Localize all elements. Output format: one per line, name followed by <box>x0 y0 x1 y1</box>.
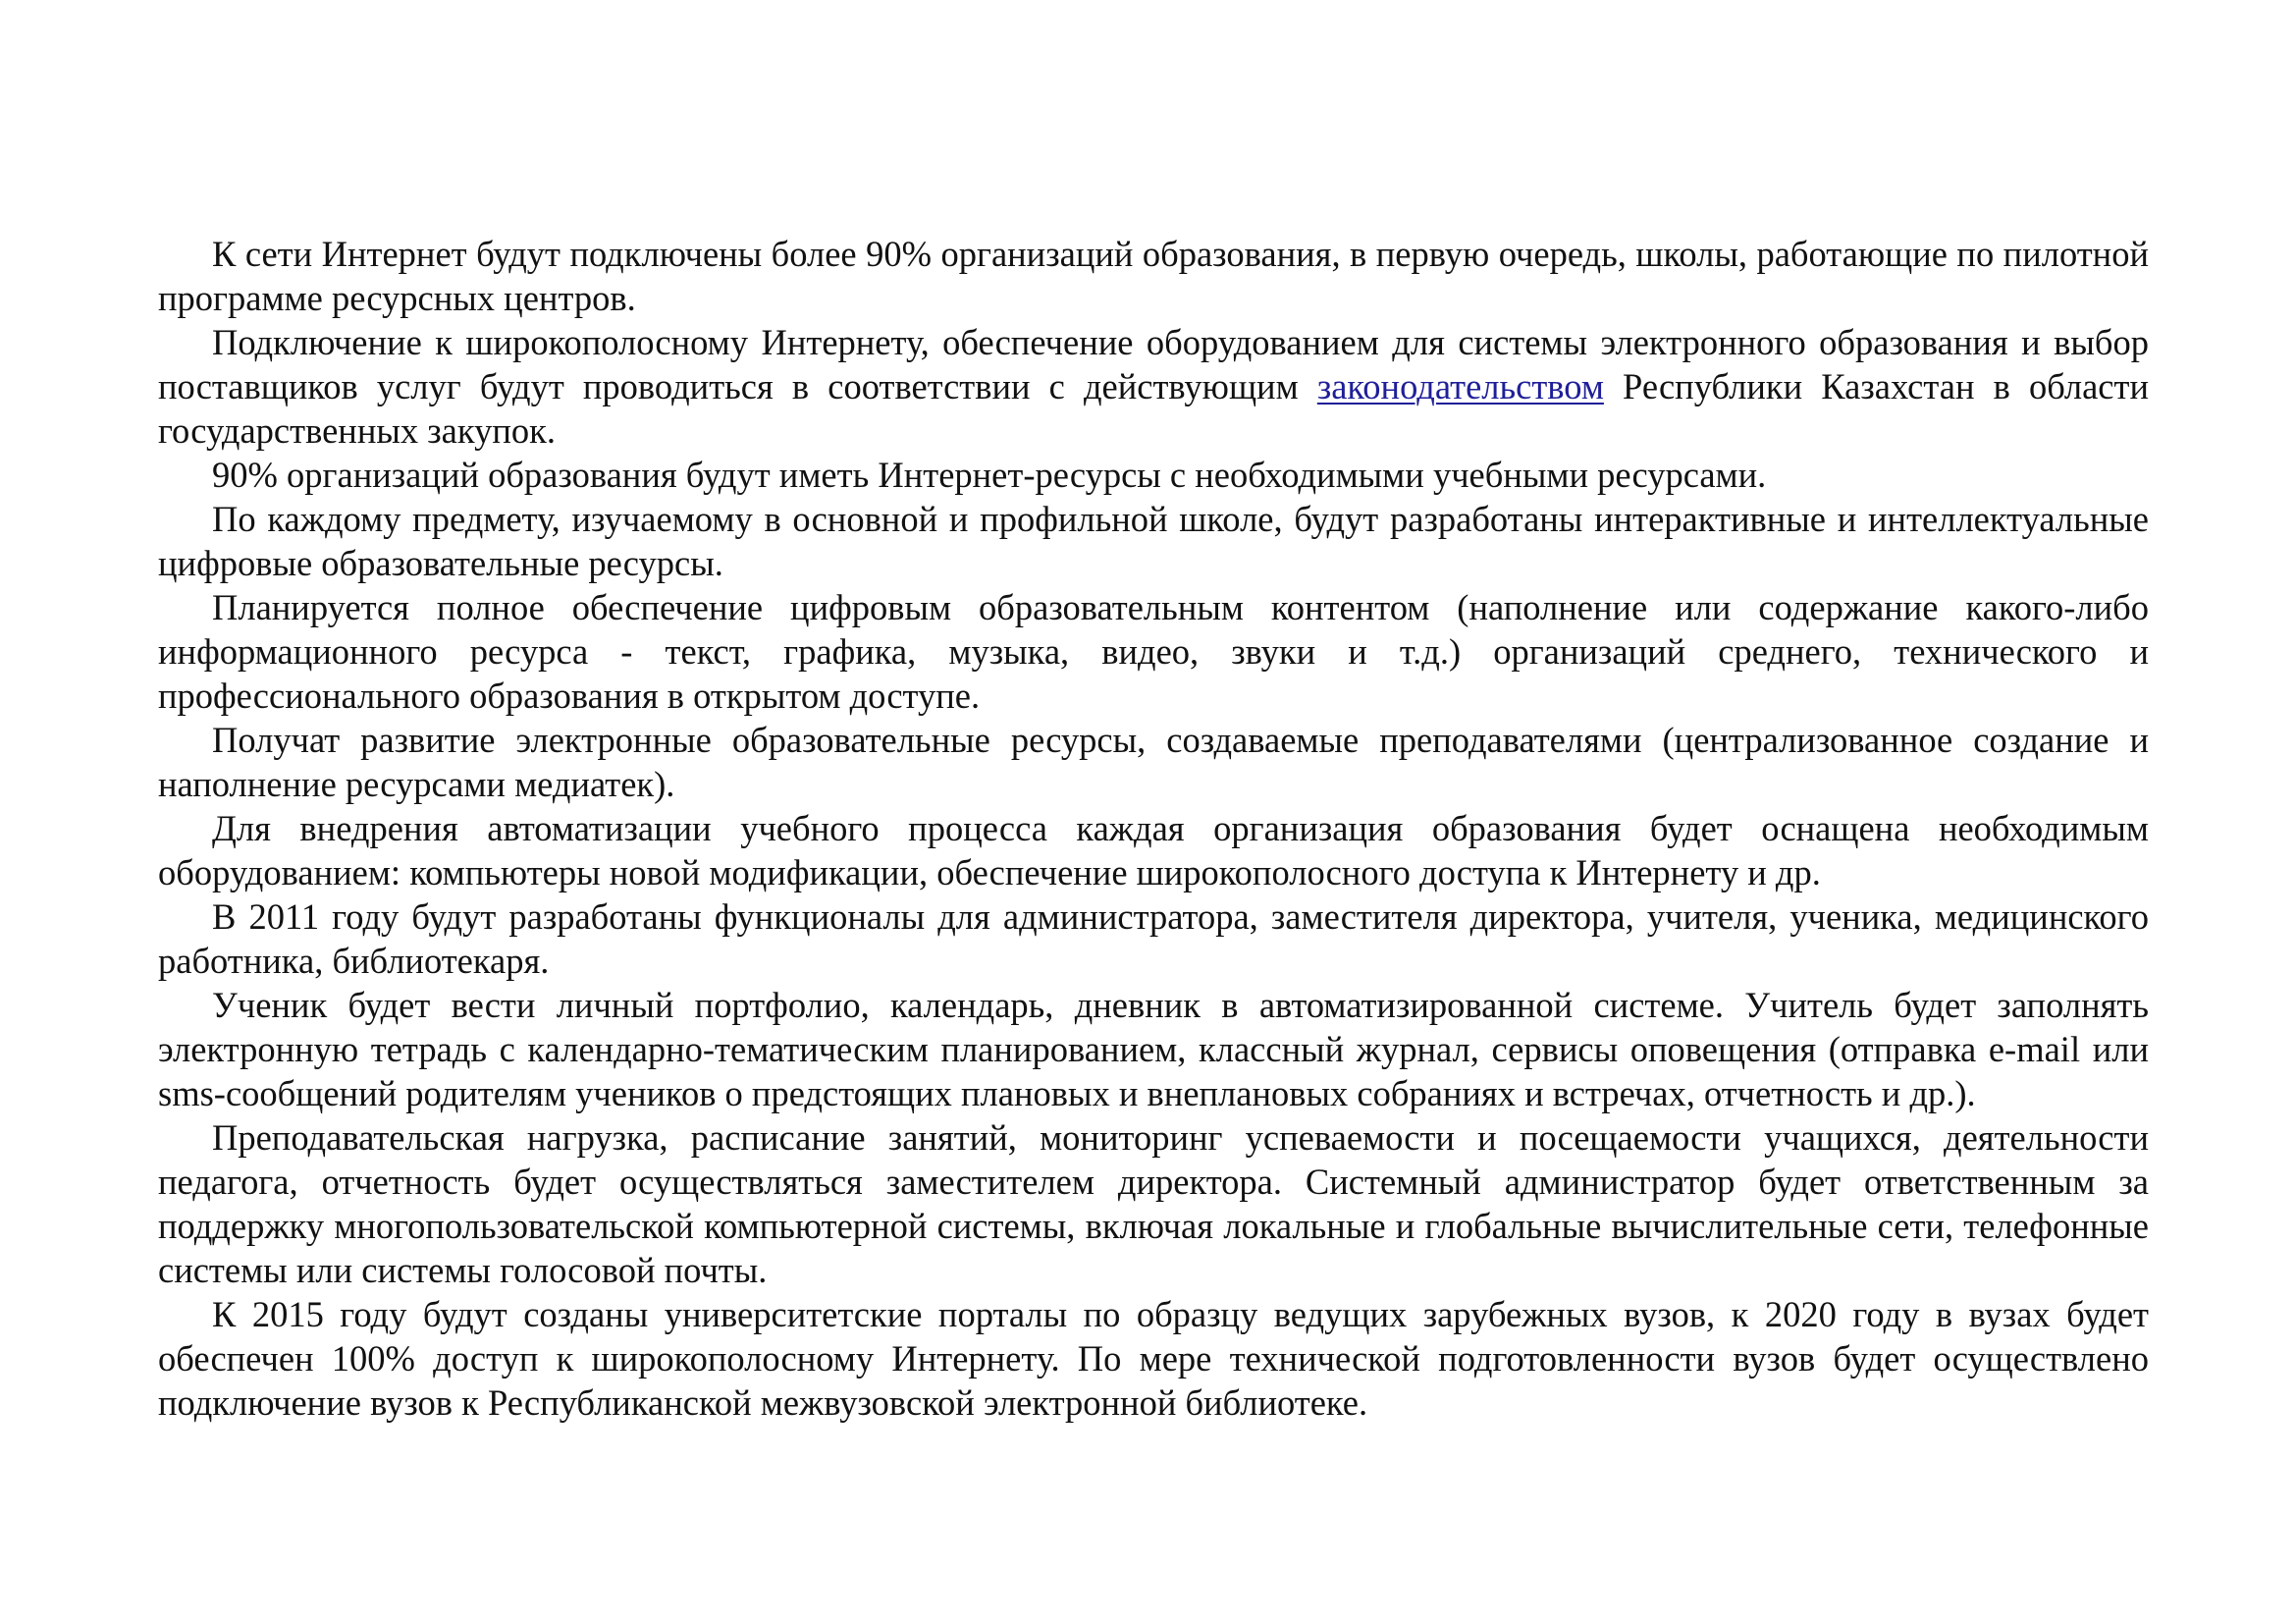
paragraph-text-before-link: Подключение к широкополосному Интернету, обеспечение оборудованием для системы электронного образования и выбор поставщиков услуг будут проводиться в соответствии с действующим <box>158 322 2149 406</box>
paragraph-automation-equipment: Для внедрения автоматизации учебного процесса каждая организация образования будет оснащена необходимым оборудованием: компьютеры новой модификации, обеспечение широкополосного доступа к Интернету и др. <box>158 808 2149 893</box>
paragraph-broadband-procurement <box>158 320 2149 453</box>
paragraph-internet-resources: 90% организаций образования будут иметь Интернет-ресурсы с необходимыми учебными ресурсами. <box>212 455 1767 495</box>
paragraph-digital-content: Планируется полное обеспечение цифровым образовательным контентом (наполнение или содержание какого-либо информационного ресурса - текст, графика, музыка, видео, звуки и т.д.) организаций среднего, технического и профессионального образования в открытом доступе. <box>158 587 2149 716</box>
paragraph-student-portfolio: Ученик будет вести личный портфолио, календарь, дневник в автоматизированной системе. Учитель будет заполнять электронную тетрадь с календарно-тематическим планированием, классный журнал, сервисы оповещения (отправка e-mail или sms-сообщений родителям учеников о предстоящих плановых и внеплановых собраниях и встречах, отчетность и др.). <box>158 985 2149 1113</box>
document-body <box>158 232 2149 1425</box>
paragraph-2011-functionals: В 2011 году будут разработаны функционалы для администратора, заместителя директора, учителя, ученика, медицинского работника, библиотекаря. <box>158 896 2149 981</box>
paragraph-teacher-resources: Получат развитие электронные образовательные ресурсы, создаваемые преподавателями (централизованное создание и наполнение ресурсами медиатек). <box>158 720 2149 804</box>
paragraph-university-portals: К 2015 году будут созданы университетские порталы по образцу ведущих зарубежных вузов, к 2020 году в вузах будет обеспечен 100% доступ к широкополосному Интернету. По мере технической подготовленности вузов будет осуществлено подключение вузов к Республиканской межвузовской электронной библиотеке. <box>158 1294 2149 1423</box>
legislation-link[interactable]: законодательством <box>1316 366 1604 406</box>
paragraph-text-after-link: Республики Казахстан в области государственных закупок. <box>158 366 2149 451</box>
paragraph-digital-resources: По каждому предмету, изучаемому в основной и профильной школе, будут разработаны интерактивные и интеллектуальные цифровые образовательные ресурсы. <box>158 499 2149 583</box>
paragraph-internet-connection: К сети Интернет будут подключены более 90% организаций образования, в первую очередь, школы, работающие по пилотной программе ресурсных центров. <box>158 234 2149 318</box>
paragraph-teaching-load: Преподавательская нагрузка, расписание занятий, мониторинг успеваемости и посещаемости учащихся, деятельности педагога, отчетность будет осуществляться заместителем директора. Системный администратор будет ответственным за поддержку многопользовательской компьютерной системы, включая локальные и глобальные вычислительные сети, телефонные системы или системы голосовой почты. <box>158 1117 2149 1290</box>
